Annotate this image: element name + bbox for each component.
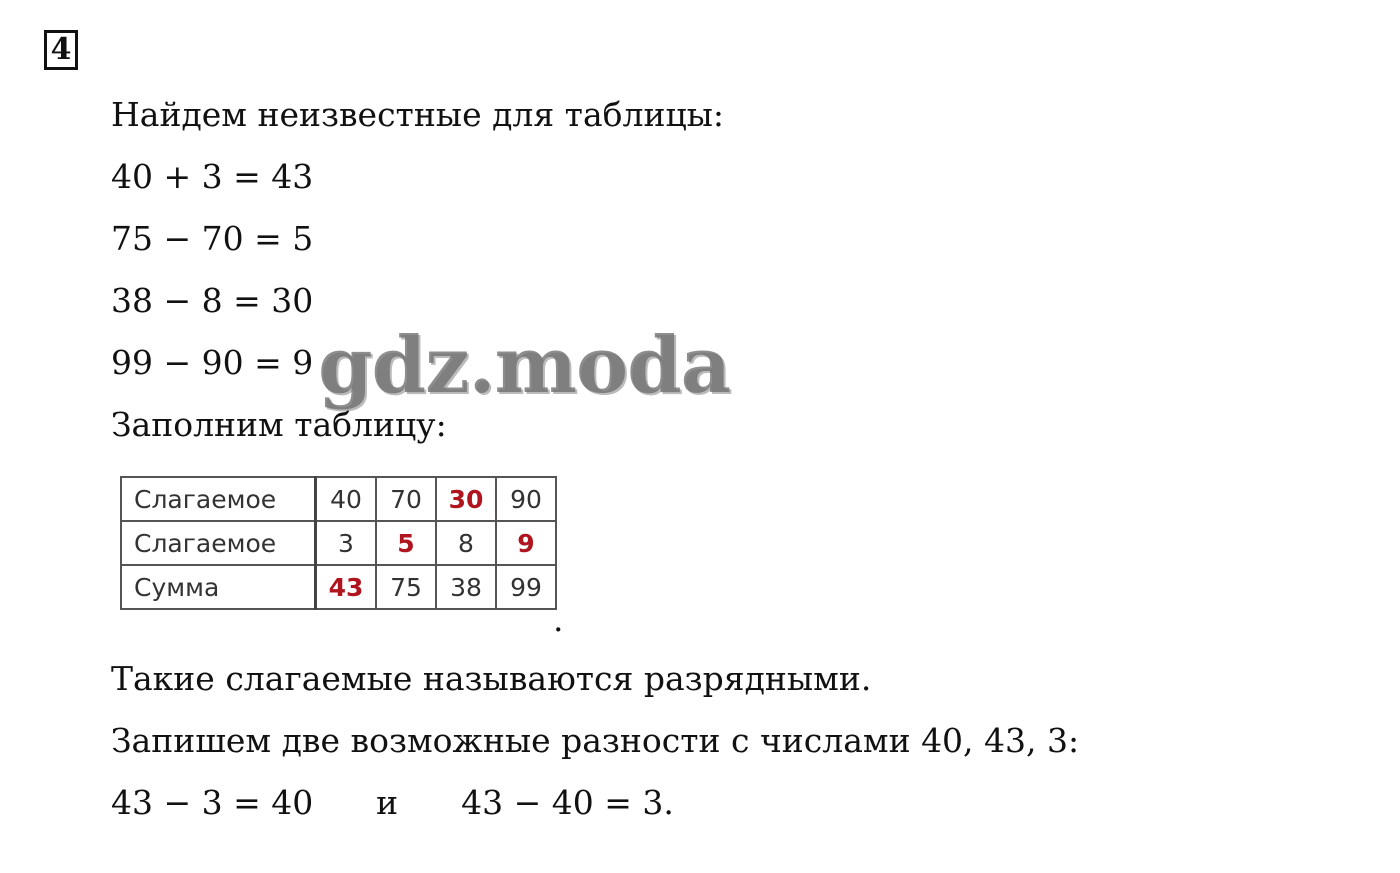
equation-4: 99 − 90 = 9 bbox=[111, 343, 314, 382]
table-cell-answer: 30 bbox=[436, 477, 496, 521]
table-cell: 90 bbox=[496, 477, 556, 521]
table-cell: 38 bbox=[436, 565, 496, 609]
table-row bbox=[121, 565, 556, 609]
task-number: 4 bbox=[50, 32, 72, 67]
intro-text: Найдем неизвестные для таблицы: bbox=[111, 95, 725, 134]
table-cell-answer: 43 bbox=[316, 565, 377, 609]
fill-table-text: Заполним таблицу: bbox=[111, 405, 447, 444]
row-label: Слагаемое bbox=[121, 521, 316, 565]
table-cell-answer: 9 bbox=[496, 521, 556, 565]
equation-2: 75 − 70 = 5 bbox=[111, 219, 314, 258]
task-number-box bbox=[44, 30, 78, 70]
differences-equations: 43 − 3 = 40 и 43 − 40 = 3. bbox=[111, 783, 674, 822]
differences-intro: Запишем две возможные разности с числами 40, 43, 3: bbox=[111, 721, 1080, 760]
table-cell: 70 bbox=[376, 477, 436, 521]
table-cell: 3 bbox=[316, 521, 377, 565]
row-label: Сумма bbox=[121, 565, 316, 609]
table-row bbox=[121, 477, 556, 521]
table-cell-answer: 5 bbox=[376, 521, 436, 565]
table-cell: 8 bbox=[436, 521, 496, 565]
sum-table bbox=[120, 476, 557, 610]
sum-table-wrap bbox=[120, 476, 557, 610]
equation-3: 38 − 8 = 30 bbox=[111, 281, 314, 320]
row-label: Слагаемое bbox=[121, 477, 316, 521]
equation-1: 40 + 3 = 43 bbox=[111, 157, 314, 196]
table-row bbox=[121, 521, 556, 565]
table-cell: 99 bbox=[496, 565, 556, 609]
table-cell: 75 bbox=[376, 565, 436, 609]
statement-text: Такие слагаемые называются разрядными. bbox=[111, 659, 872, 698]
table-cell: 40 bbox=[316, 477, 377, 521]
table-end-period: . bbox=[553, 600, 564, 639]
watermark-logo: gdz.moda bbox=[318, 320, 731, 411]
